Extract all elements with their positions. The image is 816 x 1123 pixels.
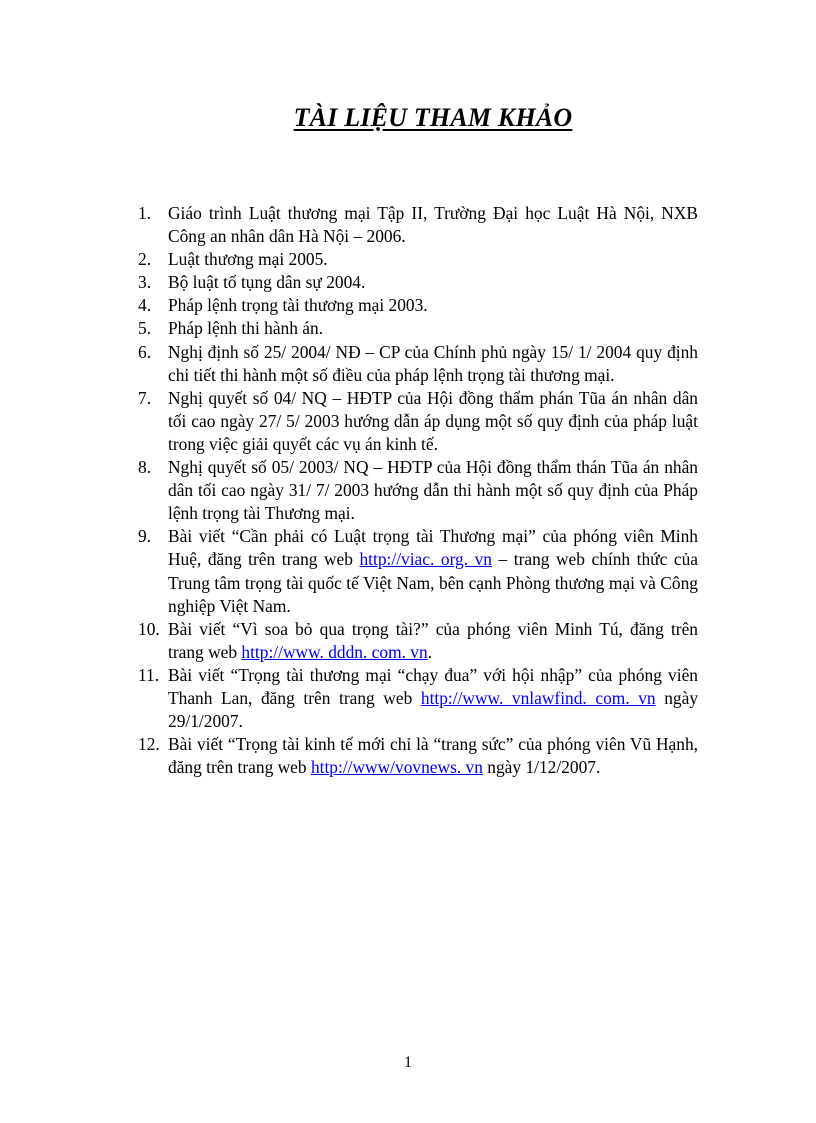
reference-link-vnlawfind[interactable]: http://www. vnlawfind. com. vn <box>420 687 656 708</box>
item-text: Pháp lệnh trọng tài thương mại 2003. <box>168 295 428 316</box>
list-item <box>138 733 698 779</box>
list-item <box>138 248 698 271</box>
item-text-post: ngày 1/12/2007. <box>482 757 601 778</box>
item-text: Pháp lệnh thi hành án. <box>168 318 324 339</box>
item-text-pre: Bài viết “Trọng tài thương mại “chạy đua” với hội nhập” của phóng viên Thanh Lan, đăng trên trang web <box>168 664 698 708</box>
list-item <box>138 525 698 617</box>
item-text-post: – trang web chính thức của Trung tâm trọng tài quốc tế Việt Nam, bên cạnh Phòng thương mại và Công nghiệp Việt Nam. <box>168 549 698 616</box>
item-text: Bộ luật tố tụng dân sự 2004. <box>168 272 366 293</box>
item-number: 10. <box>138 618 160 639</box>
list-item <box>138 456 698 525</box>
list-item <box>138 202 698 248</box>
item-text: Giáo trình Luật thương mại Tập II, Trường Đại học Luật Hà Nội, NXB Công an nhân dân Hà Nội – 2006. <box>168 203 698 247</box>
list-item <box>138 317 698 340</box>
item-text-post: ngày 29/1/2007. <box>168 687 699 732</box>
item-text-pre: Bài viết “Vì soa bỏ qua trọng tài?” của phóng viên Minh Tú, đăng trên trang web <box>168 618 698 662</box>
page-number: 1 <box>404 1054 412 1071</box>
item-text: Nghị định số 25/ 2004/ NĐ – CP của Chính phủ ngày 15/ 1/ 2004 quy định chi tiết thi hành một số điều của pháp lệnh trọng tài thương mại. <box>168 341 698 385</box>
item-number: 11. <box>138 664 160 685</box>
item-text: Nghị quyết số 05/ 2003/ NQ – HĐTP của Hội đồng thẩm thán Tũa án nhân dân tối cao ngày 31/ 7/ 2003 hướng dẫn thi hành một số quy định của Pháp lệnh trọng tài Thương mại. <box>168 457 698 524</box>
item-number: 12. <box>138 734 160 755</box>
item-number: 9. <box>138 526 152 547</box>
list-item <box>138 341 698 387</box>
item-text: Nghị quyết số 04/ NQ – HĐTP của Hội đồng thẩm phán Tũa án nhân dân tối cao ngày 27/ 5/ 2003 hướng dẫn áp dụng một số quy định của pháp luật trong việc giải quyết các vụ án kinh tế. <box>168 387 698 454</box>
item-text-pre: Bài viết “Trọng tài kinh tế mới chỉ là “trang sức” của phóng viên Vũ Hạnh, đăng trên trang web <box>168 734 698 778</box>
reference-link-vovnews[interactable]: http://www/vovnews. vn <box>310 757 483 778</box>
reference-list <box>138 202 698 779</box>
item-number: 4. <box>138 295 152 316</box>
item-number: 5. <box>138 318 152 339</box>
item-text-pre: Bài viết “Cần phải có Luật trọng tài Thương mại” của phóng viên Minh Huệ, đăng trên trang web <box>168 526 698 570</box>
list-item <box>138 387 698 456</box>
item-number: 3. <box>138 272 152 293</box>
page-title: TÀI LIỆU THAM KHẢO <box>293 103 573 132</box>
item-number: 6. <box>138 341 152 362</box>
list-item <box>138 664 698 733</box>
list-item <box>138 271 698 294</box>
reference-link-dddn[interactable]: http://www. dddn. com. vn <box>241 641 428 662</box>
item-text: Luật thương mại 2005. <box>168 249 328 270</box>
item-number: 8. <box>138 457 152 478</box>
item-text-post: . <box>427 641 433 662</box>
item-number: 2. <box>138 249 152 270</box>
item-number: 1. <box>138 203 152 223</box>
list-item <box>138 294 698 317</box>
reference-link-viac[interactable]: http://viac. org. vn <box>359 549 492 570</box>
item-number: 7. <box>138 387 152 408</box>
list-item <box>138 618 698 664</box>
